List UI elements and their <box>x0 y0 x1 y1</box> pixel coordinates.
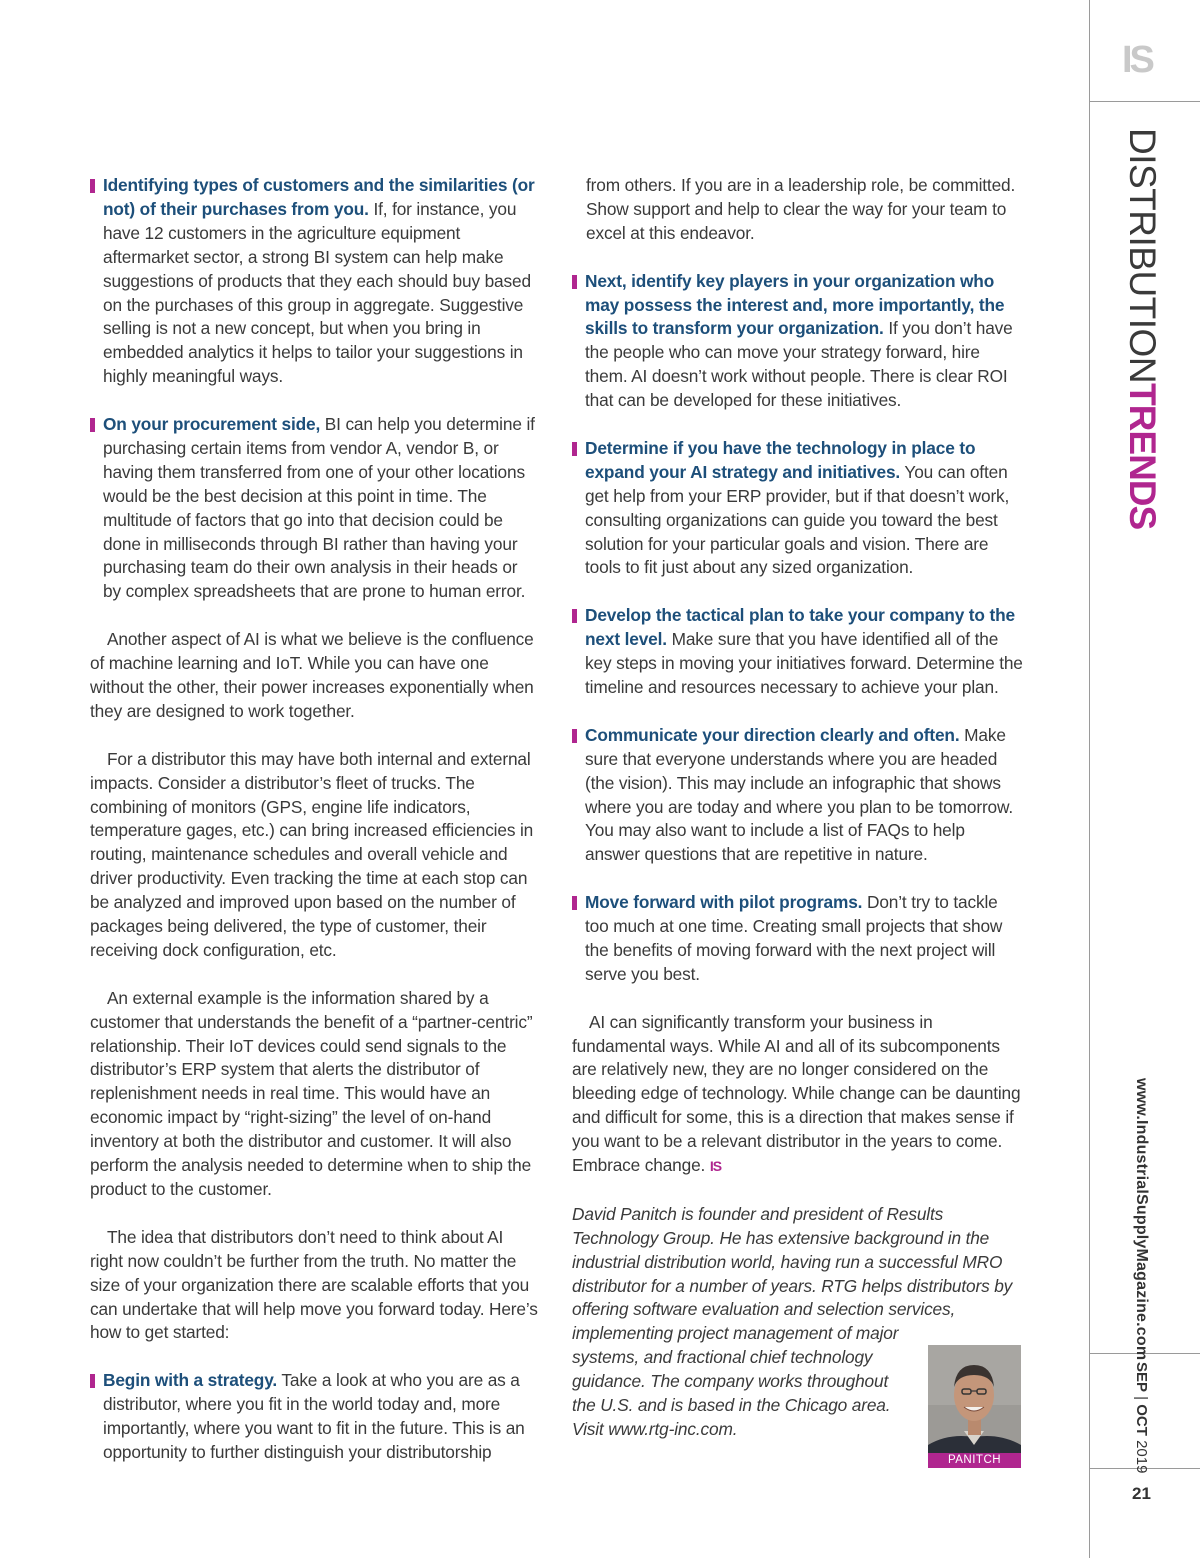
bullet-marker-icon <box>90 179 95 193</box>
sidebar-rule-top <box>1089 101 1200 102</box>
bullet-marker-icon <box>572 729 577 743</box>
issue-separator: | <box>1133 1392 1150 1405</box>
right-column <box>572 174 1024 1442</box>
bullet-procurement <box>90 413 540 604</box>
author-photo <box>928 1345 1021 1467</box>
author-bio-continued <box>572 1322 912 1442</box>
paragraph-getting-started: The idea that distributors don’t need to think about AI right now couldn’t be further from the truth. No matter the size of your organization there are scalable efforts that you can undertake that will help move you forward today. Here’s how to get started: <box>90 1226 538 1343</box>
bullet-text: Take a look at who you are as a distributor, where you fit in the world today and, more importantly, where you want to fit in the future. This is an opportunity to further distinguish your distributorship <box>103 1370 525 1462</box>
magazine-logo: IS <box>1122 39 1152 81</box>
section-title-light: DISTRIBUTION <box>1122 128 1163 384</box>
page-number: 21 <box>1132 1484 1151 1503</box>
bullet-technology <box>572 437 1024 580</box>
bullet-continuation: from others. If you are in a leadership role, be committed. Show support and help to clear the way for your team to excel at this endeavor. <box>586 175 1016 243</box>
section-title-heavy: TRENDS <box>1122 383 1163 530</box>
bullet-text: You can often get help from your ERP provider, but if that doesn’t work, consulting organizations can guide you toward the best solution for your particular goals and vision. There are tools to fit just about any sized organization. <box>585 461 1010 578</box>
issue-month-2: OCT <box>1133 1404 1150 1436</box>
bullet-marker-icon <box>572 609 577 623</box>
issue-year: 2019 <box>1133 1435 1150 1474</box>
bullet-key-players <box>572 270 1024 413</box>
bullet-heading: Next, identify key players in your organization who may possess the interest and, more importantly, the skills to transform your organization. <box>585 270 1005 339</box>
bullet-text: If you don’t have the people who can move your strategy forward, hire them. AI doesn’t work without people. There is clear ROI that can be developed for these initiatives. <box>585 318 1013 411</box>
bullet-pilot-programs <box>572 891 1024 987</box>
bullet-tactical-plan <box>572 604 1024 700</box>
author-portrait-icon <box>928 1345 1021 1467</box>
paragraph-conclusion <box>572 1011 1024 1179</box>
bullet-heading: Communicate your direction clearly and often. <box>585 724 960 745</box>
bullet-marker-icon <box>572 896 577 910</box>
bullet-heading: Move forward with pilot programs. <box>585 892 863 913</box>
bullet-heading: Identifying types of customers and the similarities (or not) of their purchases from you. <box>103 175 535 219</box>
photo-caption: PANITCH <box>928 1453 1021 1468</box>
paragraph-internal-impacts: For a distributor this may have both internal and external impacts. Consider a distributor’s fleet of trucks. The combining of monitors (GPS, engine life indicators, temperature gages, etc.) can bring increased efficiencies in routing, maintenance schedules and overall vehicle and driver productivity. Even tracking the time at each stop can be analyzed and improved upon based on the number of packages being delivered, the type of customer, their receiving dock configuration, etc. <box>90 748 534 960</box>
bullet-heading: On your procurement side, <box>103 414 321 435</box>
bullet-marker-icon <box>572 442 577 456</box>
bullet-heading: Begin with a strategy. <box>103 1370 278 1391</box>
bullet-text: Make sure that everyone understands where you are headed (the vision). This may include an infographic that shows where you are today and where you plan to be tomorrow. You may also want to include a list of FAQs to help answer questions that are repetitive in nature. <box>585 724 1014 865</box>
sidebar-divider <box>1089 0 1090 1558</box>
bullet-customer-types <box>90 174 540 389</box>
bullet-heading: Develop the tactical plan to take your company to the next level. <box>585 605 1015 650</box>
issue-date <box>1133 1362 1150 1473</box>
paragraph-ml-iot: Another aspect of AI is what we believe is the confluence of machine learning and IoT. While you can have one without the other, their power increases exponentially when they are designed to work together. <box>90 629 534 721</box>
author-bio-part1: David Panitch is founder and president of Results Technology Group. He has extensive background in the industrial distribution world, having run a successful MRO distributor for a number of years. RTG helps distributors by offering software evaluation and selection services, <box>572 1203 1013 1320</box>
magazine-url[interactable]: www.IndustrialSupplyMagazine.com <box>1133 1078 1150 1361</box>
issue-month-1: SEP <box>1133 1362 1150 1393</box>
bullet-text: Don’t try to tackle too much at one time. Creating small projects that show the benefits of moving forward with the next project will serve you best. <box>585 892 1003 984</box>
bullet-text: If, for instance, you have 12 customers in the agriculture equipment aftermarket sector, a strong BI system can help make suggestions of products that they each should buy based on the purchases of this group in aggregate. Suggestive selling is not a new concept, but when you bring in embedded analytics it helps to tailor your suggestions in highly meaningful ways. <box>103 198 531 387</box>
bullet-heading: Determine if you have the technology in place to expand your AI strategy and initiatives. <box>585 437 976 482</box>
bullet-strategy <box>90 1369 540 1465</box>
author-bio-part2: implementing project management of major systems, and fractional chief technology guidance. The company works throughout the U.S. and is based in the Chicago area. Visit www.rtg-inc.com. <box>572 1323 899 1440</box>
bullet-text: BI can help you determine if purchasing certain items from vendor A, vendor B, or having them transferred from one of your other locations would be the best decision at this point in time. The multitude of factors that go into that decision could be done in milliseconds through BI rather than having your purchasing team do their own analysis in their heads or by complex spreadsheets that are prone to human error. <box>103 414 535 602</box>
bullet-marker-icon <box>572 275 577 289</box>
bullet-marker-icon <box>90 418 95 432</box>
section-title <box>1122 128 1162 529</box>
conclusion-text: AI can significantly transform your business in fundamental ways. While AI and all of its subcomponents are relatively new, they are no longer considered on the bleeding edge of technology. While change can be daunting and difficult for some, this is a direction that makes sense if you want to be a relevant distributor in the years to come. Embrace change. <box>572 1011 1021 1176</box>
end-mark-icon: IS <box>709 1158 722 1175</box>
paragraph-external-example: An external example is the information shared by a customer that understands the benefit of a “partner-centric” relationship. Their IoT devices could send signals to the distributor’s ERP system that alerts the distributor of replenishment needs in real time. This would have an economic impact by “right-sizing” the level of on-hand inventory at both the distributor and customer. It will also perform the analysis needed to determine when to ship the product to the customer. <box>90 987 533 1199</box>
left-column <box>90 174 540 1489</box>
bullet-communicate <box>572 724 1024 867</box>
bullet-text: Make sure that you have identified all of the key steps in moving your initiatives forward. Determine the timeline and resources necessary to achieve your plan. <box>585 629 1023 697</box>
bullet-marker-icon <box>90 1374 95 1388</box>
author-bio <box>572 1203 1024 1323</box>
